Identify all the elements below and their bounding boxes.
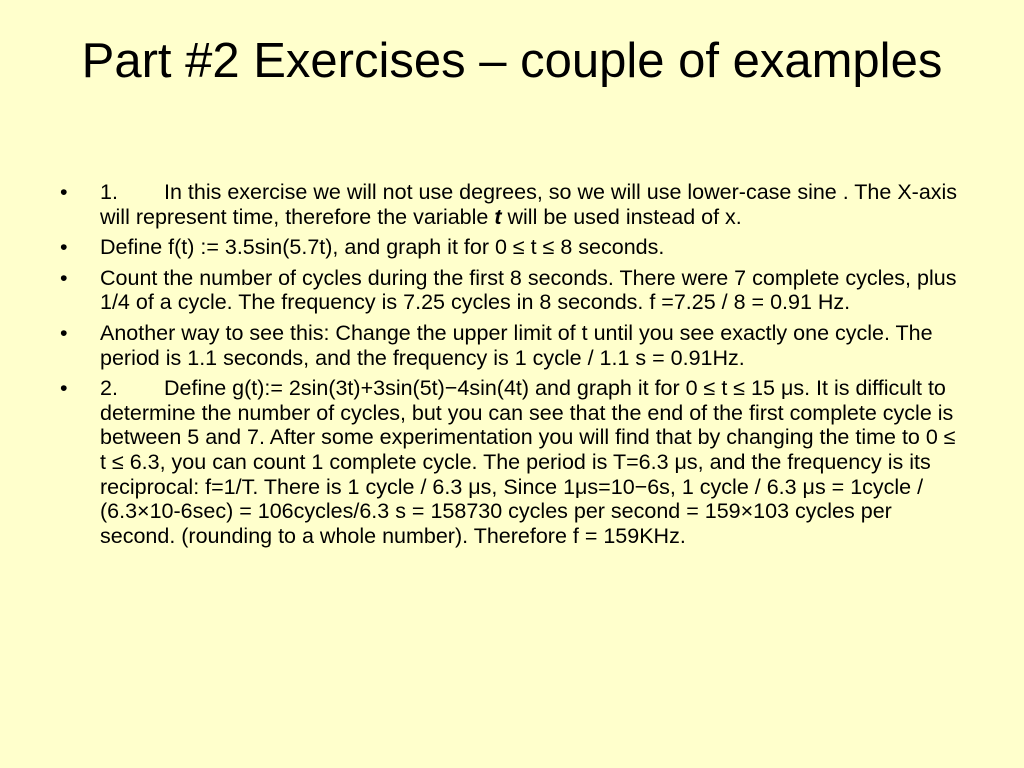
bullet-list <box>56 180 960 554</box>
slide-title: Part #2 Exercises – couple of examples <box>81 34 943 88</box>
list-item <box>56 180 960 229</box>
bullet-icon: • <box>60 180 68 204</box>
item-text: Another way to see this: Change the upper limit of t until you see exactly one cycle. The period is 1.1 seconds, and the frequency is 1 cycle / 1.1 s = 0.91Hz. <box>100 320 933 370</box>
item-text: Define f(t) := 3.5sin(5.7t), and graph it for 0 ≤ t ≤ 8 seconds. <box>100 235 665 260</box>
bullet-icon: • <box>60 376 68 401</box>
list-item <box>56 266 960 315</box>
item-number: 1. <box>100 180 118 204</box>
variable-emphasis: t <box>494 204 502 229</box>
item-text: In this exercise we will not use degrees, so we will use lower-case sine . The X-axis will represent time, therefore the variable <box>100 180 958 229</box>
item-text: Define g(t):= 2sin(3t)+3sin(5t)−4sin(4t) and graph it for 0 ≤ t ≤ 15 μs. It is difficult to determine the number of cycles, but you can see that the end of the first complete cycle is between 5 and 7. After some experimentation you will find that by changing the time to 0 ≤ t ≤ 6.3, you can count 1 complete cycle. The period is T=6.3 μs, and the frequency is its reciprocal: f=1/T. There is 1 cycle / 6.3 μs, Since 1μs=10−6s, 1 cycle / 6.3 μs = 1cycle / (6.3×10-6sec) = 106cycles/6.3 s = 158730 cycles per second = 159×103 cycles per second. (rounding to a whole number). Therefore f = 159KHz. <box>100 376 956 548</box>
bullet-icon: • <box>60 320 68 345</box>
item-number: 2. <box>100 376 118 401</box>
list-item <box>56 321 960 370</box>
bullet-icon: • <box>60 265 68 290</box>
list-item <box>56 235 960 260</box>
item-text-continued: will be used instead of x. <box>501 204 742 229</box>
bullet-icon: • <box>60 235 68 260</box>
list-item <box>56 376 960 548</box>
item-text: Count the number of cycles during the first 8 seconds. There were 7 complete cycles, plus 1/4 of a cycle. The frequency is 7.25 cycles in 8 seconds. f =7.25 / 8 = 0.91 Hz. <box>100 265 957 315</box>
